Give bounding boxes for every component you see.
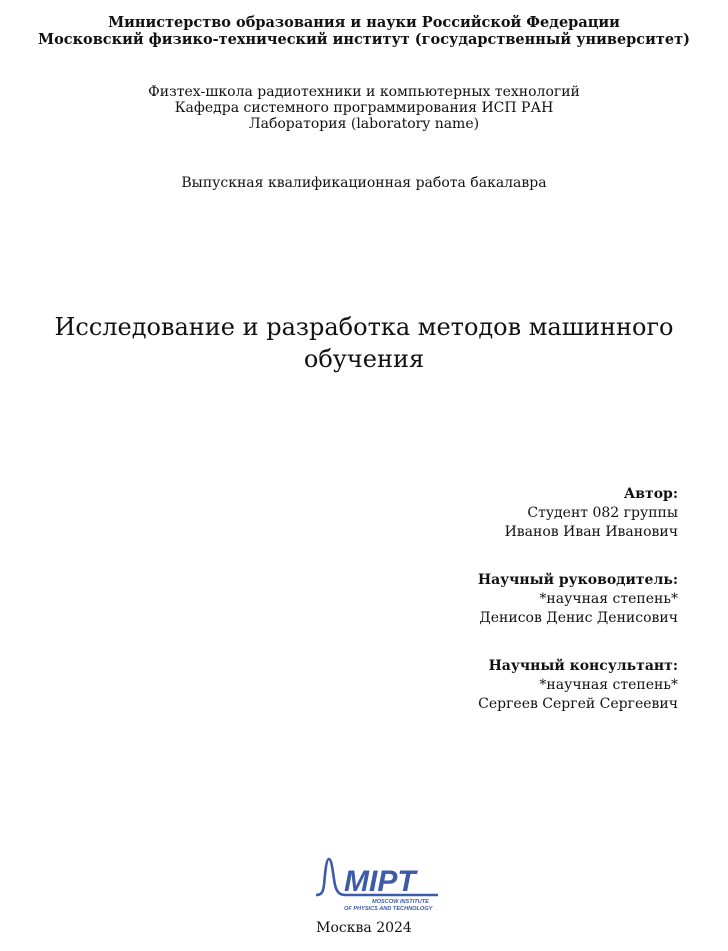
thesis-title (0, 311, 728, 375)
thesis-title-line-2: обучения (303, 345, 425, 373)
author-heading: Автор: (623, 486, 678, 502)
supervisor-block (478, 571, 678, 628)
school-name: Физтех-школа радиотехники и компьютерных технологий (148, 84, 580, 100)
author-name: Иванов Иван Иванович (504, 524, 678, 540)
consultant-degree: *научная степень* (539, 677, 678, 693)
consultant-heading: Научный консультант: (488, 658, 678, 674)
work-type: Выпускная квалификационная работа бакалавра (181, 175, 547, 191)
thesis-title-line-1: Исследование и разработка методов машинного (54, 313, 674, 341)
author-group: Студент 082 группы (527, 505, 678, 521)
consultant-block (478, 657, 678, 714)
ministry-header (0, 14, 728, 48)
consultant-name: Сергеев Сергей Сергеевич (478, 696, 678, 712)
mipt-logo-sub-1: MOSCOW INSTITUTE (372, 899, 429, 905)
ministry-name: Министерство образования и науки Российской Федерации (108, 14, 620, 31)
chair-name: Кафедра системного программирования ИСП РАН (174, 100, 554, 116)
supervisor-degree: *научная степень* (539, 591, 678, 607)
mipt-logo-brand: MIPT (344, 865, 416, 898)
city-year: Москва 2024 (316, 920, 412, 936)
mipt-logo-sub-2: OF PHYSICS AND TECHNOLOGY (344, 906, 433, 912)
author-block (505, 485, 678, 542)
institute-name: Московский физико-технический институт (государственный университет) (38, 31, 690, 48)
department-block (0, 84, 728, 132)
mipt-logo (314, 855, 442, 913)
supervisor-heading: Научный руководитель: (477, 572, 678, 588)
supervisor-name: Денисов Денис Денисович (479, 610, 678, 626)
lab-name: Лаборатория (laboratory name) (248, 116, 480, 132)
